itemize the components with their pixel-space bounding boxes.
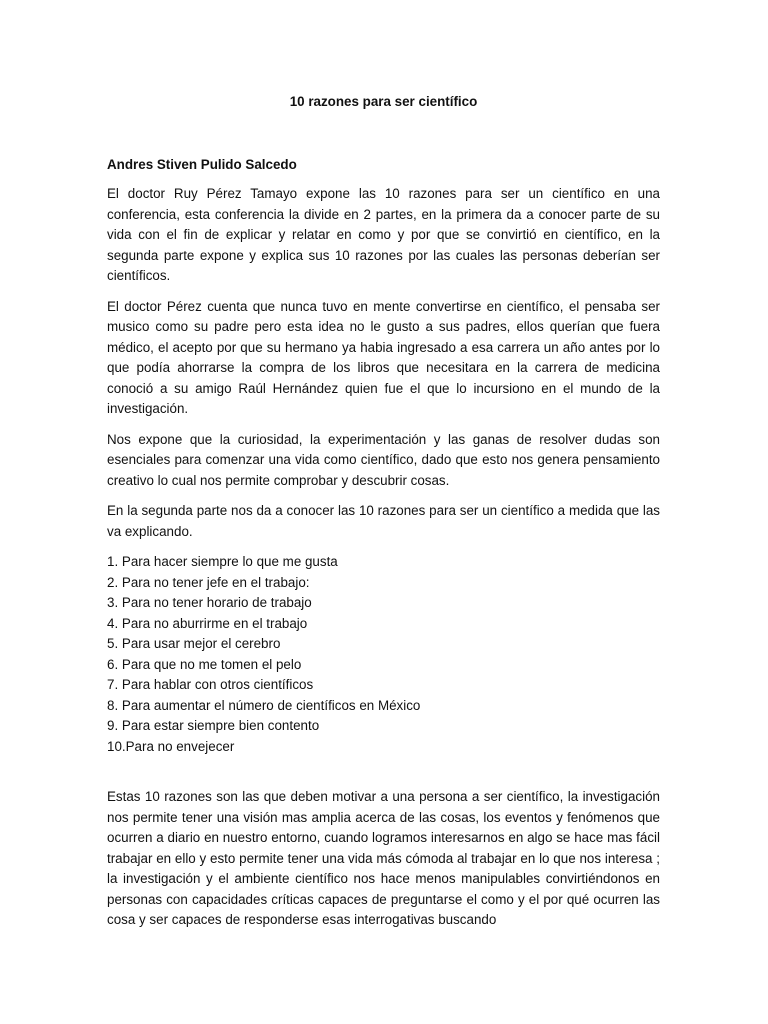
document-body xyxy=(107,92,660,941)
list-item: 3. Para no tener horario de trabajo xyxy=(107,595,312,610)
list-item: 8. Para aumentar el número de científicos en México xyxy=(107,697,421,713)
list-item: 1. Para hacer siempre lo que me gusta xyxy=(107,554,338,569)
list-item: 9. Para estar siempre bien contento xyxy=(107,718,320,733)
list-item: 10.Para no envejecer xyxy=(107,738,235,754)
paragraph-closing: Estas 10 razones son las que deben motivar a una persona a ser científico, la investigación nos permite tener una visión mas amplia acerca de las cosas, los eventos y fenómenos que ocurren a diario en nuestro entorno, cuando logramos interesarnos en algo se hace mas fácil trabajar en ello y esto permite tener una vida más cómoda al trabajar en lo que nos interesa ; la investigación y el ambiente científico nos hace menos manipulables convirtiéndonos en personas con capacidades críticas capaces de preguntarse el como y el por qué ocurren las cosa y ser capaces de responderse esas interrogativas buscando xyxy=(107,789,660,927)
reasons-list xyxy=(107,552,660,757)
list-item: 5. Para usar mejor el cerebro xyxy=(107,636,281,651)
list-item: 4. Para no aburrirme en el trabajo xyxy=(107,615,308,631)
paragraph-curiosity: Nos expone que la curiosidad, la experimentación y las ganas de resolver dudas son esenciales para comenzar una vida como científico, dado que esto nos genera pensamiento creativo lo cual nos permite comprobar y descubrir cosas. xyxy=(107,431,660,488)
author-name: Andres Stiven Pulido Salcedo xyxy=(107,156,297,172)
paragraph-intro: El doctor Ruy Pérez Tamayo expone las 10 razones para ser un científico en una conferencia, esta conferencia la divide en 2 partes, en la primera da a conocer parte de su vida con el fin de explicar y relatar en como y por que se convirtió en científico, en la segunda parte expone y explica sus 10 razones por las cuales las personas deberían ser científicos. xyxy=(107,186,660,283)
paragraph-biography: El doctor Pérez cuenta que nunca tuvo en mente convertirse en científico, el pensaba ser musico como su padre pero esta idea no le gusto a sus padres, ellos querían que fuera médico, el acepto por que su hermano ya habia ingresado a esa carrera un año antes por lo que podía ahorrarse la compra de los libros que necesitara en la carrera de medicina conoció a su amigo Raúl Hernández quien fue el que lo incursiono en el mundo de la investigación. xyxy=(107,298,660,416)
document-title: 10 razones para ser científico xyxy=(289,94,478,109)
paragraph-second-part: En la segunda parte nos da a conocer las 10 razones para ser un científico a medida que las va explicando. xyxy=(107,503,660,539)
list-item: 7. Para hablar con otros científicos xyxy=(107,677,314,692)
section-spacer xyxy=(107,767,660,787)
list-item: 2. Para no tener jefe en el trabajo: xyxy=(107,574,310,590)
list-item: 6. Para que no me tomen el pelo xyxy=(107,656,302,672)
